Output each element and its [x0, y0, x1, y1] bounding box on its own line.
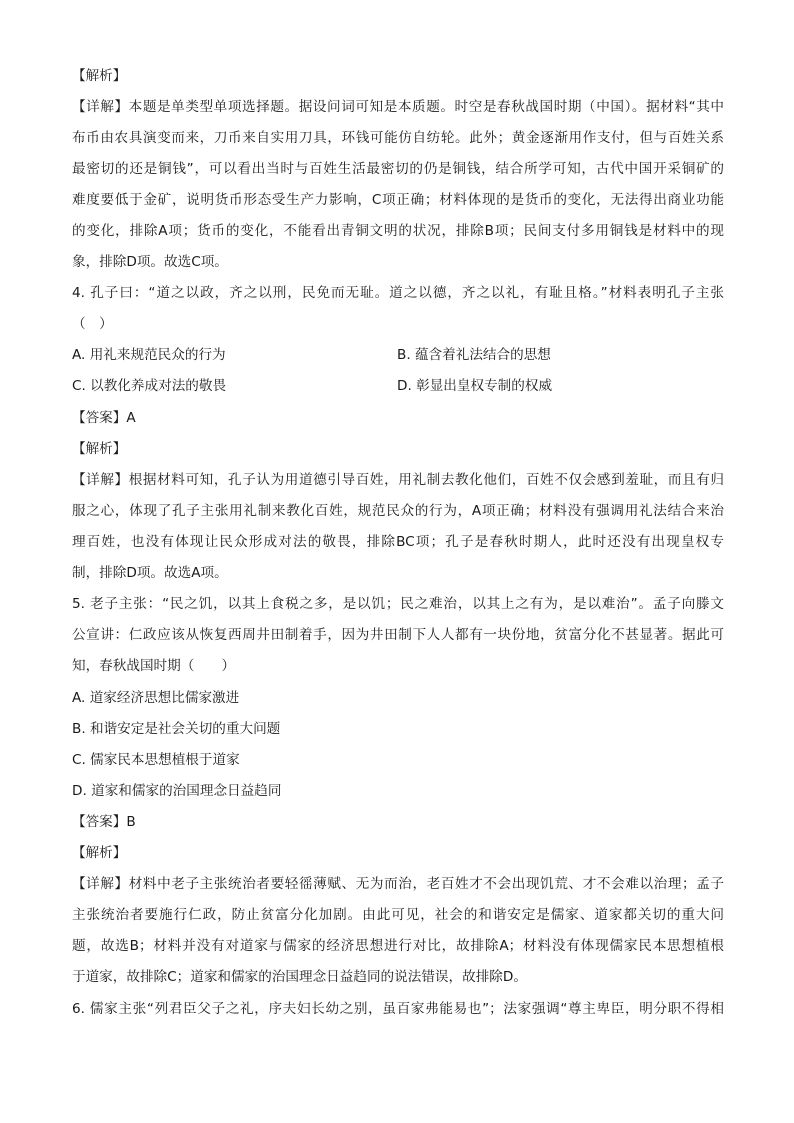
detail-line: 主张统治者要施行仁政，防止贫富分化加剧。由此可见，社会的和谐安定是儒家、道家都关切的重大问: [72, 907, 724, 923]
detail-line: 题，故选B；材料并没有对道家与儒家的经济思想进行对比，故排除A；材料没有体现儒家民本思想植根: [72, 938, 724, 954]
answer-label: 【答案】B: [72, 814, 136, 830]
detail-line: 的变化，排除A项；货币的变化，不能看出青铜文明的状况，排除B项；民间支付多用铜钱是材料中的现: [72, 223, 724, 239]
analysis-heading: 【解析】: [72, 845, 127, 861]
answer-label: 【答案】A: [72, 410, 136, 426]
detail-line: 难度要低于金矿，说明货币形态受生产力影响，C项正确；材料体现的是货币的变化，无法得出商业功能: [72, 192, 724, 208]
option-b: B. 和谐安定是社会关切的重大问题: [72, 721, 281, 737]
detail-line: 最密切的还是铜钱”，可以看出当时与百姓生活最密切的仍是铜钱，结合所学可知，古代中国开采铜矿的: [72, 161, 724, 177]
detail-line: 象，排除D项。故选C项。: [72, 254, 228, 270]
option-b: B. 蕴含着礼法结合的思想: [397, 347, 551, 363]
option-a: A. 用礼来规范民众的行为: [72, 347, 226, 363]
question-6-stem: 6. 儒家主张“列君臣父子之礼，序夫妇长幼之别，虽百家弗能易也”；法家强调“尊主卑臣，明分职不得相: [72, 1001, 724, 1017]
detail-line: 理百姓，也没有体现让民众形成对法的敬畏，排除BC项；孔子是春秋时期人，此时还没有出现皇权专: [72, 534, 724, 550]
question-5-stem: 5. 老子主张：“民之饥，以其上食税之多，是以饥；民之难治，以其上之有为，是以难治”。孟子向滕文: [72, 596, 724, 612]
detail-line: 【详解】根据材料可知，孔子认为用道德引导百姓，用礼制去教化他们，百姓不仅会感到羞耻，而且有归: [72, 472, 724, 488]
option-c: C. 以教化养成对法的敬畏: [72, 378, 227, 394]
question-5-stem: 知，春秋战国时期（ ）: [72, 658, 236, 674]
analysis-heading: 【解析】: [72, 68, 127, 84]
detail-line: 【详解】本题是单类型单项选择题。据设问词可知是本质题。时空是春秋战国时期（中国）。据材料“其中: [72, 99, 724, 115]
option-d: D. 道家和儒家的治国理念日益趋同: [72, 783, 282, 799]
analysis-heading: 【解析】: [72, 441, 127, 457]
detail-line: 服之心，体现了孔子主张用礼制来教化百姓，规范民众的行为，A项正确；材料没有强调用礼法结合来治: [72, 503, 724, 519]
option-a: A. 道家经济思想比儒家激进: [72, 690, 240, 706]
option-d: D. 彰显出皇权专制的权威: [397, 378, 553, 394]
detail-line: 布币由农具演变而来，刀币来自实用刀具，环钱可能仿自纺轮。此外；黄金逐渐用作支付，但与百姓关系: [72, 130, 724, 146]
detail-line: 于道家，故排除C；道家和儒家的治国理念日益趋同的说法错误，故排除D。: [72, 969, 527, 985]
question-4-stem: 4. 孔子曰：“道之以政，齐之以刑，民免而无耻。道之以德，齐之以礼，有耻且格。”材料表明孔子主张: [72, 285, 724, 301]
detail-line: 【详解】材料中老子主张统治者要轻徭薄赋、无为而治，老百姓才不会出现饥荒、才不会难以治理；孟子: [72, 876, 724, 892]
question-5-stem: 公宣讲：仁政应该从恢复西周井田制着手，因为井田制下人人都有一块份地，贫富分化不甚显著。据此可: [72, 627, 724, 643]
question-4-stem: （ ）: [72, 316, 113, 332]
detail-line: 制，排除D项。故选A项。: [72, 565, 228, 581]
option-c: C. 儒家民本思想植根于道家: [72, 752, 240, 768]
